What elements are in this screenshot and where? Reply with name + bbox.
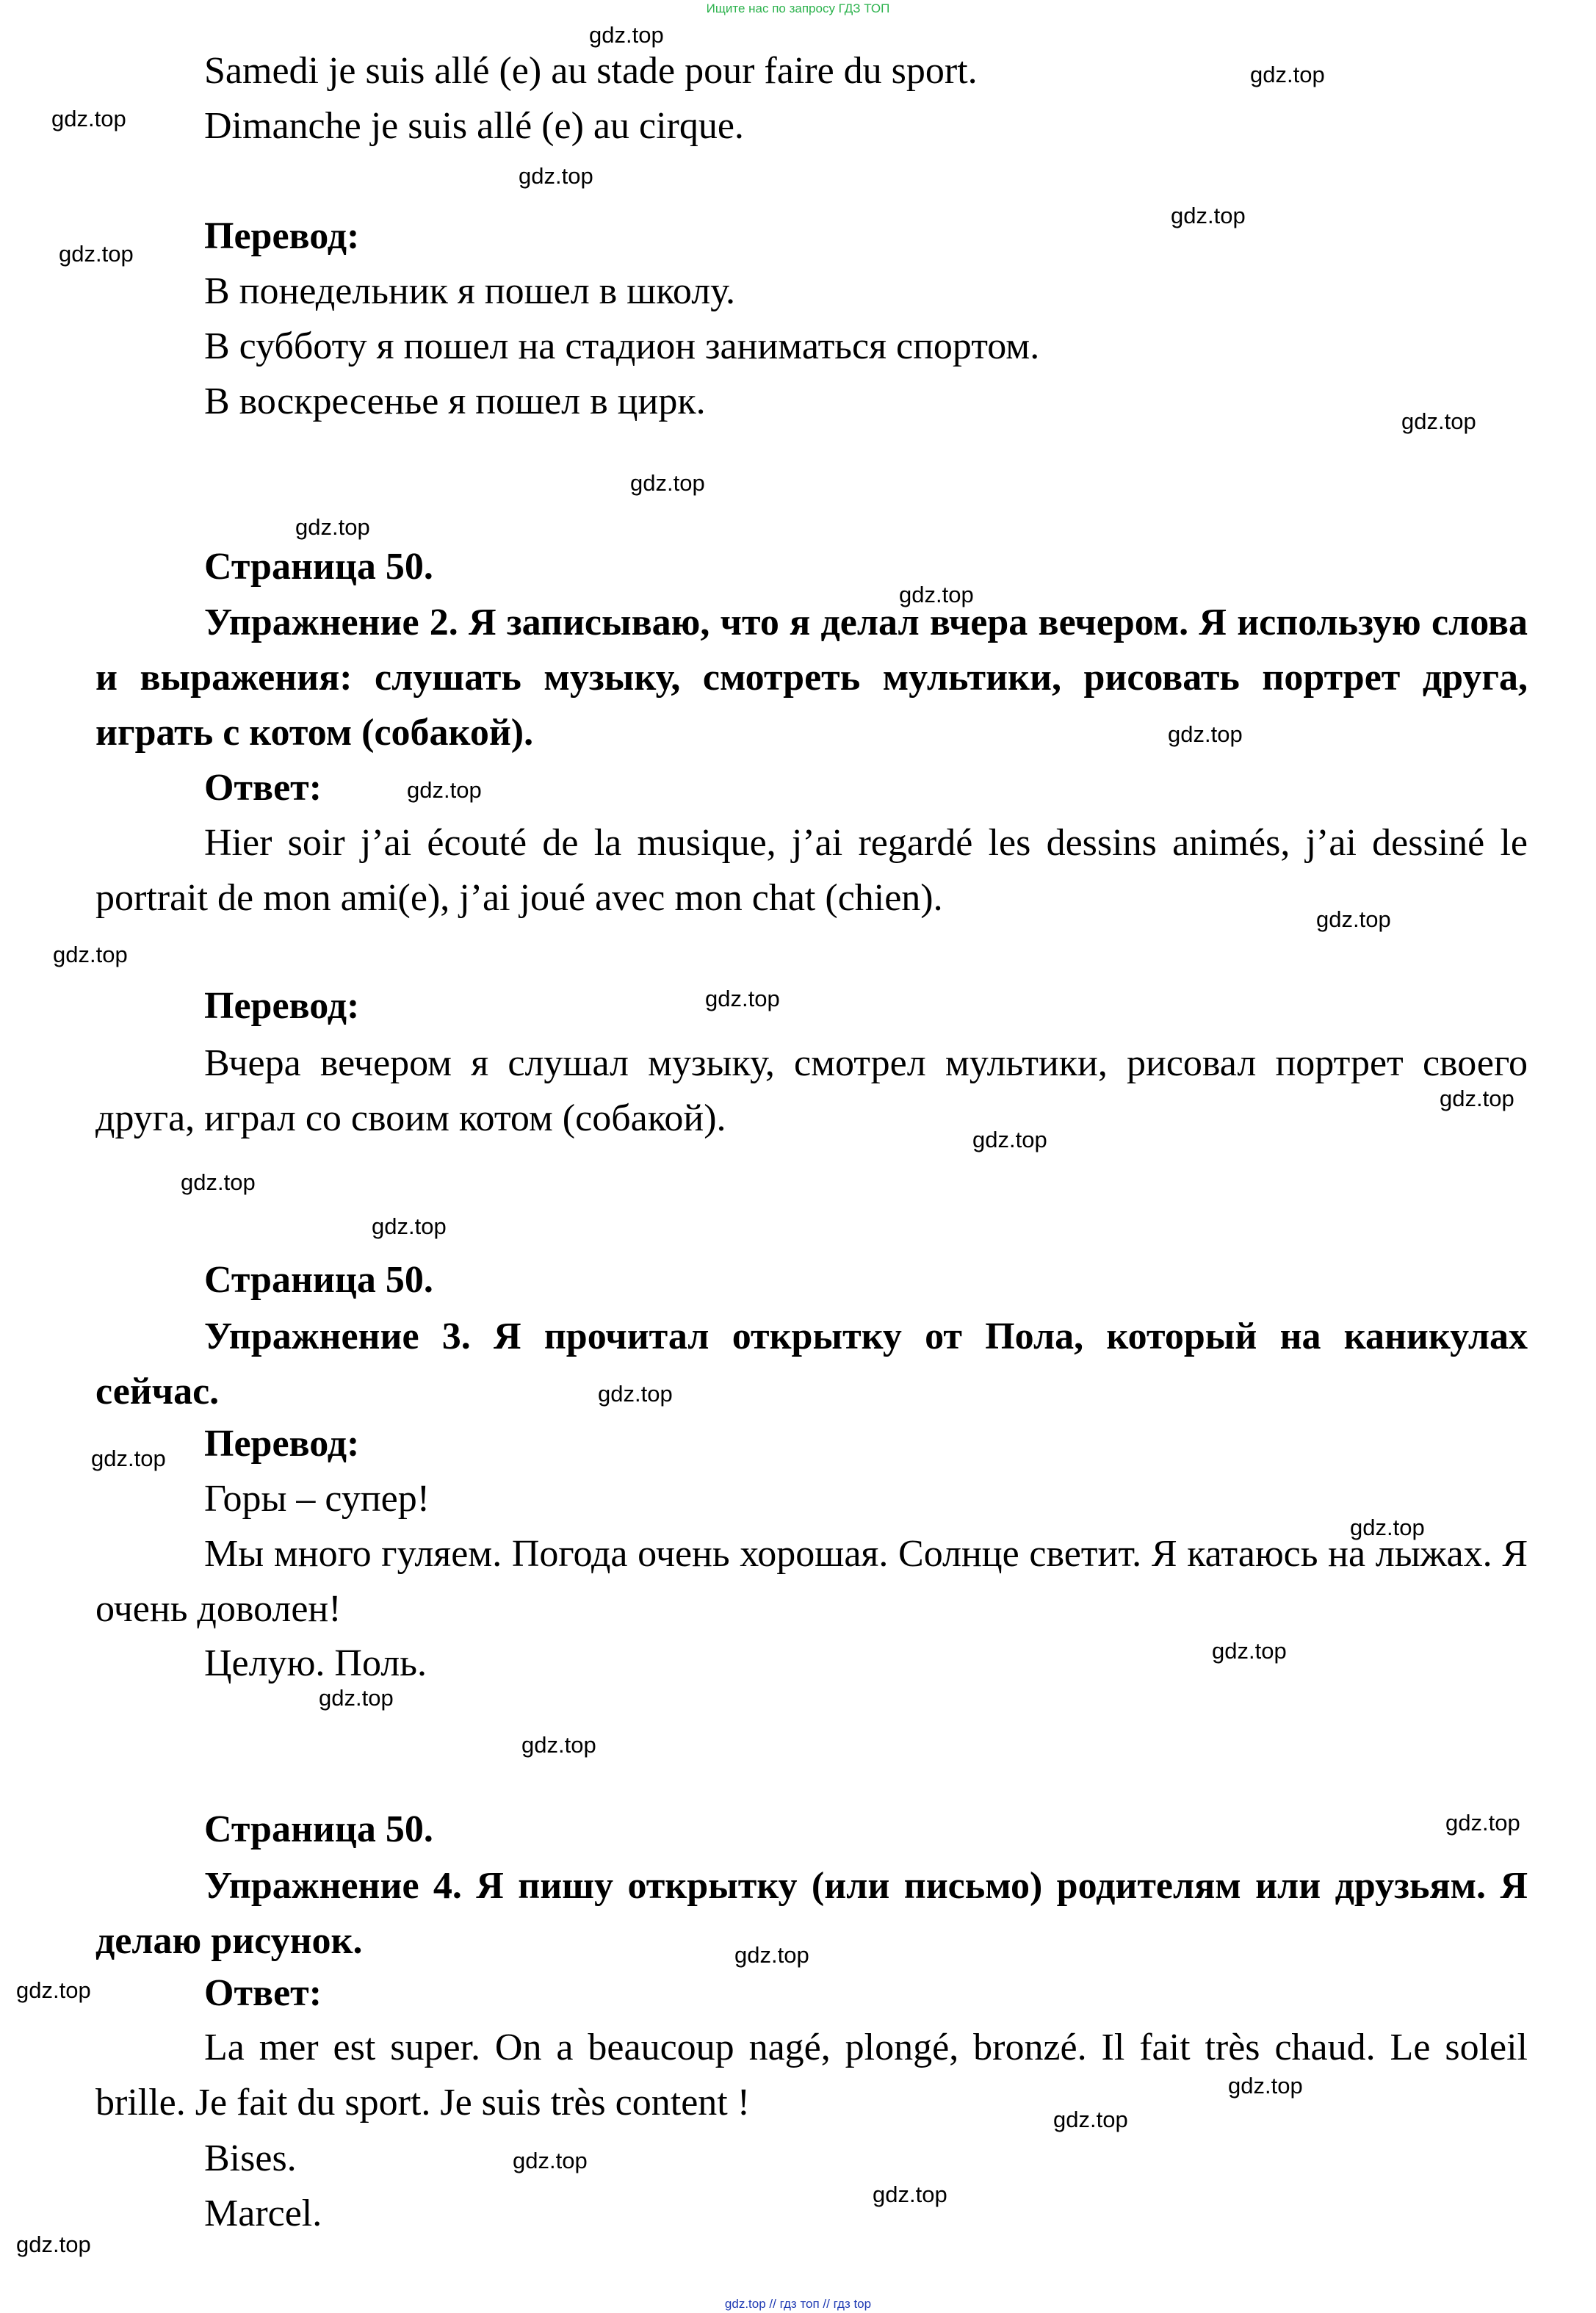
watermark-text: gdz.top [407, 777, 482, 803]
translation-line: В субботу я пошел на стадион заниматься спортом. [204, 325, 1040, 367]
watermark-text: gdz.top [372, 1213, 447, 1239]
page-heading: Страница 50. [204, 1259, 433, 1301]
watermark-text: gdz.top [319, 1685, 394, 1711]
watermark-text: gdz.top [598, 1381, 673, 1407]
translation-label: Перевод: [204, 1423, 360, 1465]
translation-label: Перевод: [204, 985, 360, 1027]
french-line: Dimanche je suis allé (e) au cirque. [204, 105, 744, 147]
exercise-task: Упражнение 4. Я пишу открытку (или письмо) родителям или друзьям. Я делаю рисунок. [95, 1865, 1528, 1962]
watermark-text: gdz.top [295, 514, 370, 540]
answer-label: Ответ: [204, 1972, 322, 2014]
watermark-text: gdz.top [734, 1942, 809, 1968]
footer-banner: gdz.top // гдз топ // гдз top [724, 2297, 872, 2311]
watermark-text: gdz.top [1171, 203, 1246, 228]
translation-label: Перевод: [204, 215, 360, 257]
watermark-text: gdz.top [1350, 1515, 1425, 1540]
watermark-text: gdz.top [1445, 1810, 1520, 1836]
answer-text: La mer est super. On a beaucoup nagé, plongé, bronzé. Il fait très chaud. Le soleil brille. Je fait du sport. Je suis très content ! [95, 2027, 1528, 2123]
watermark-text: gdz.top [1401, 408, 1476, 434]
closing-line: Bises. [204, 2137, 297, 2179]
translation-line: Горы – супер! [204, 1478, 430, 1520]
answer-label: Ответ: [204, 767, 322, 809]
watermark-text: gdz.top [1250, 62, 1325, 87]
watermark-text: gdz.top [1316, 906, 1391, 932]
page-heading: Страница 50. [204, 546, 433, 588]
watermark-text: gdz.top [59, 241, 134, 267]
watermark-text: gdz.top [630, 470, 705, 496]
watermark-text: gdz.top [16, 1977, 91, 2003]
watermark-text: gdz.top [91, 1446, 166, 1471]
watermark-text: gdz.top [1168, 721, 1243, 747]
translation-line: В понедельник я пошел в школу. [204, 270, 735, 312]
header-banner: Ищите нас по запросу ГДЗ ТОП [706, 1, 890, 15]
closing-line: Marcel. [204, 2193, 322, 2234]
translation-text: Вчера вечером я слушал музыку, смотрел мультики, рисовал портрет своего друга, играл со своим котом (собакой). [95, 1042, 1528, 1139]
watermark-text: gdz.top [1228, 2073, 1303, 2099]
exercise-task: Упражнение 3. Я прочитал открытку от Пола, который на каникулах сейчас. [95, 1316, 1528, 1412]
page-heading: Страница 50. [204, 1808, 433, 1850]
watermark-text: gdz.top [873, 2182, 947, 2207]
french-line: Samedi je suis allé (e) au stade pour faire du sport. [204, 50, 978, 92]
exercise-task: Упражнение 2. Я записываю, что я делал вчера вечером. Я использую слова и выражения: слушать музыку, смотреть мультики, рисовать портрет друга, играть с котом (собакой). [95, 602, 1528, 754]
watermark-text: gdz.top [519, 163, 593, 189]
watermark-text: gdz.top [181, 1169, 256, 1195]
watermark-text: gdz.top [51, 106, 126, 131]
watermark-text: gdz.top [53, 942, 128, 967]
translation-line: В воскресенье я пошел в цирк. [204, 380, 706, 422]
watermark-text: gdz.top [513, 2148, 588, 2173]
watermark-text: gdz.top [16, 2231, 91, 2257]
watermark-text: gdz.top [1053, 2107, 1128, 2132]
watermark-text: gdz.top [972, 1127, 1047, 1152]
watermark-text: gdz.top [521, 1732, 596, 1758]
watermark-text: gdz.top [1212, 1638, 1287, 1664]
watermark-text: gdz.top [705, 986, 780, 1011]
translation-line: Целую. Поль. [204, 1642, 427, 1684]
answer-text: Hier soir j’ai écouté de la musique, j’ai regardé les dessins animés, j’ai dessiné le portrait de mon ami(e), j’ai joué avec mon chat (chien). [95, 822, 1528, 919]
translation-text: Мы много гуляем. Погода очень хорошая. Солнце светит. Я катаюсь на лыжах. Я очень доволен! [95, 1533, 1528, 1630]
watermark-text: gdz.top [899, 582, 974, 607]
watermark-text: gdz.top [1440, 1086, 1514, 1111]
watermark-text: gdz.top [589, 22, 664, 48]
